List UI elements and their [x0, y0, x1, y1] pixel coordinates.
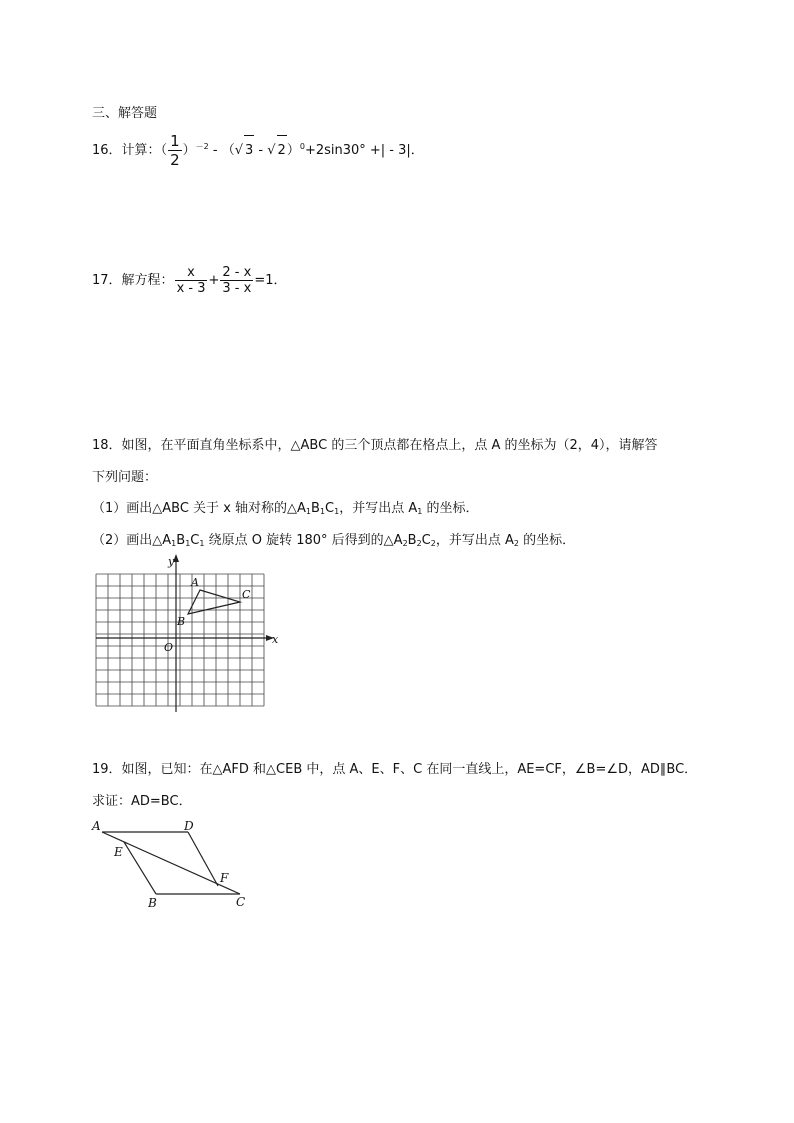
q17-plus: + — [208, 273, 220, 288]
coordinate-grid-figure — [90, 552, 290, 720]
question-16 — [92, 132, 424, 169]
q16-exponent: －2 — [195, 142, 209, 151]
q16-fraction — [168, 132, 182, 169]
q17-prompt: 解方程： — [121, 273, 174, 288]
q18-p1-text: ，并写出点 A — [339, 501, 418, 516]
q18-p2-text: B — [176, 533, 186, 548]
q16-tail: +2sin30° +| - 3|． — [304, 143, 424, 158]
q16-radicand-b: 2 — [277, 135, 287, 166]
q16-number: 16． — [92, 143, 122, 158]
vertex-c-label: C — [242, 588, 251, 601]
subscript: 2 — [430, 539, 436, 548]
point-c-label: C — [236, 895, 246, 909]
subscript: 1 — [417, 507, 423, 516]
point-f-label: F — [220, 871, 229, 885]
q18-part-2 — [92, 529, 575, 548]
q17-f1-den: x - 3 — [176, 281, 206, 296]
y-axis-label: y — [168, 555, 175, 568]
point-b-label: B — [148, 896, 157, 910]
q18-line-1: 18．如图，在平面直角坐标系中，△ABC 的三个顶点都在格点上，点 A 的坐标为（2，4），请解答 — [92, 438, 658, 453]
origin-label: O — [164, 641, 174, 654]
sqrt-symbol-icon: √ — [234, 143, 243, 158]
q16-frac-num: 1 — [170, 132, 180, 150]
question-17 — [92, 264, 286, 298]
q16-paren-open: （ — [160, 143, 168, 158]
point-a-label: A — [92, 819, 101, 833]
q16-prompt: 计算： — [121, 143, 161, 158]
q19-line-1: 19．如图，已知：在△AFD 和△CEB 中，点 A、E、F、C 在同一直线上，AE=CF，∠B=∠D，AD∥BC． — [92, 762, 698, 777]
q16-mid-minus: - — [254, 143, 268, 158]
q18-p2-text: C — [421, 533, 431, 548]
q18-p1-text: 的坐标． — [422, 501, 479, 516]
triangle-abc — [188, 590, 240, 614]
parallelogram-figure — [90, 818, 260, 910]
section-title: 三、解答题 — [92, 106, 158, 121]
subscript: 1 — [185, 539, 191, 548]
vertex-a-label: A — [191, 576, 199, 589]
q18-p1-text: C — [325, 501, 335, 516]
sqrt-symbol-icon: √ — [267, 143, 276, 158]
q18-p2-text: 的坐标． — [518, 533, 576, 548]
point-d-label: D — [184, 819, 194, 833]
point-e-label: E — [114, 845, 123, 859]
q17-f2-num: 2 - x — [222, 265, 252, 280]
q18-line-2: 下列问题： — [92, 470, 158, 485]
subscript: 1 — [334, 507, 340, 516]
subscript: 1 — [319, 507, 326, 516]
subscript: 1 — [199, 539, 205, 548]
subscript: 2 — [416, 539, 422, 548]
q18-p2-text: C — [190, 533, 200, 548]
q18-p2-text: ，并写出点 A — [435, 533, 514, 548]
grid-lines — [96, 574, 264, 706]
q17-number: 17． — [92, 273, 122, 288]
q16-minus: - （ — [208, 143, 235, 158]
q16-close-paren: ） — [286, 143, 300, 158]
q16-zero-exp: 0 — [299, 142, 305, 151]
q18-p2-text: （2）画出△A — [92, 533, 172, 548]
segment-eb — [124, 842, 156, 894]
subscript: 2 — [513, 539, 519, 548]
q16-frac-den: 2 — [170, 151, 180, 169]
q18-p2-text: 绕原点 O 旋转 180° 后得到的△A — [204, 533, 403, 548]
q17-f1-num: x — [187, 265, 195, 280]
q18-part-1 — [92, 497, 478, 516]
vertex-b-label: B — [177, 615, 186, 628]
subscript: 2 — [402, 539, 408, 548]
q16-paren-close: ） — [182, 143, 196, 158]
q18-p1-text: （1）画出△ABC 关于 x 轴对称的△A — [92, 501, 306, 516]
q18-p2-text: B — [407, 533, 417, 548]
q16-radicand-a: 3 — [244, 135, 254, 166]
q17-fraction-1 — [175, 265, 208, 296]
q17-fraction-2 — [220, 265, 253, 296]
q17-f2-den: 3 - x — [222, 281, 252, 296]
q17-tail: =1． — [254, 273, 287, 288]
subscript: 1 — [305, 507, 312, 516]
x-axis-label: x — [272, 633, 279, 646]
q18-p1-text: B — [311, 501, 320, 516]
subscript: 1 — [171, 539, 177, 548]
q19-line-2: 求证：AD=BC． — [92, 794, 192, 809]
